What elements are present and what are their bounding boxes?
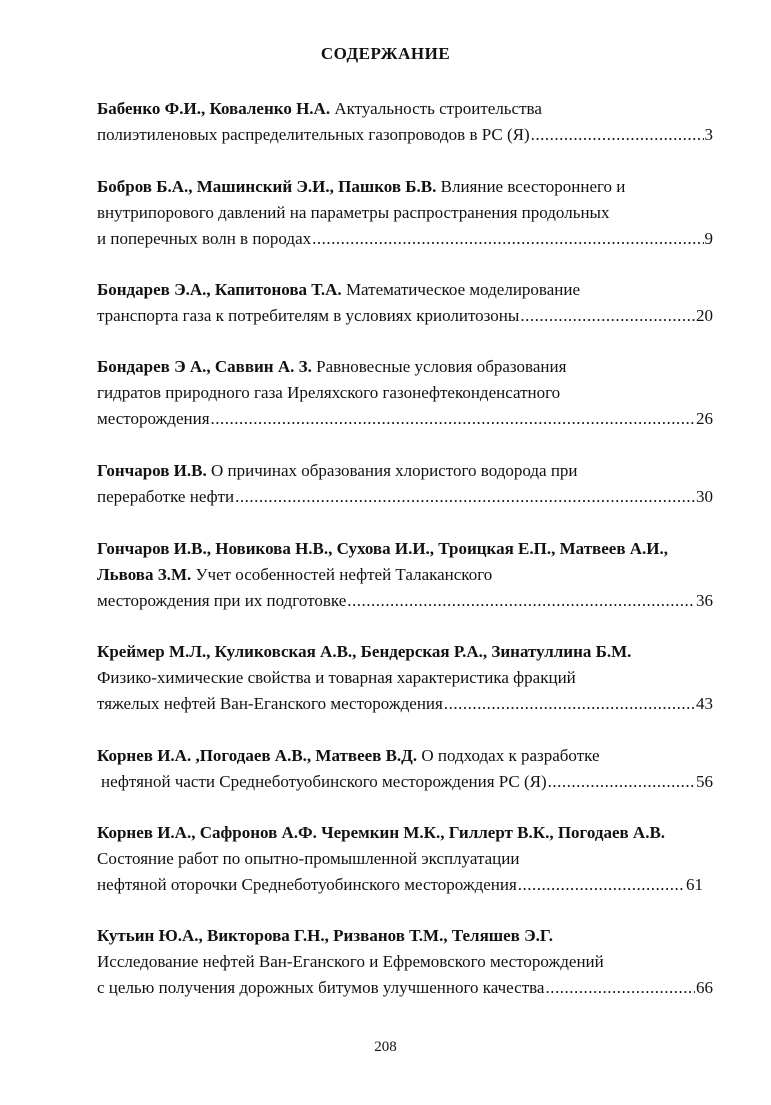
entry-last-line (97, 872, 713, 898)
entry-heading (97, 174, 713, 200)
entry-heading (97, 536, 713, 588)
toc-entry (97, 743, 713, 795)
entry-title-tail: и поперечных волн в породах (97, 229, 312, 248)
entry-title-line: Математическое моделирование (345, 280, 581, 299)
entry-authors: Бондарев Э А., Саввин А. З. (97, 357, 312, 376)
entry-last-line (97, 303, 713, 329)
entry-title-line: Влияние всестороннего и (440, 177, 626, 196)
entry-title-tail: переработке нефти (97, 487, 235, 506)
entry-page-number: 3 (704, 125, 713, 144)
entry-last-line (97, 484, 713, 510)
entry-title-tail: месторождения при их подготовке (97, 591, 347, 610)
entry-last-line (97, 588, 713, 614)
entry-last-line (97, 226, 713, 252)
entry-title-line: внутрипорового давлений на параметры распространения продольных (97, 203, 610, 222)
entry-title-tail: полиэтиленовых распределительных газопроводов в РС (Я) (97, 125, 530, 144)
entry-title-tail: транспорта газа к потребителям в условиях криолитозоны (97, 306, 520, 325)
entry-page-number: 43 (696, 694, 713, 713)
entry-page-number: 26 (696, 409, 713, 428)
leader-dots (211, 406, 695, 432)
entry-heading (97, 639, 713, 665)
toc-entry (97, 354, 713, 432)
entry-title-line: О причинах образования хлористого водорода при (210, 461, 578, 480)
entry-authors: Гончаров И.В., Новикова Н.В., Сухова И.И., Троицкая Е.П., Матвеев А.И., Львова З.М. (97, 539, 668, 584)
page-number: 208 (374, 1039, 397, 1055)
entry-page-number: 61 (686, 875, 703, 894)
entry-page-number: 9 (704, 229, 713, 248)
entry-last-line (97, 691, 713, 717)
toc-entry (97, 277, 713, 329)
leader-dots (235, 484, 695, 510)
entry-last-line (97, 769, 713, 795)
table-of-contents (97, 96, 713, 1025)
entry-heading (97, 743, 713, 769)
entry-title-line: Состояние работ по опытно-промышленной эксплуатации (97, 849, 520, 868)
leader-dots (548, 769, 695, 795)
entry-page-number: 66 (696, 978, 713, 997)
entry-authors: Корнев И.А. ,Погодаев А.В., Матвеев В.Д. (97, 746, 418, 765)
entry-title-tail: с целью получения дорожных битумов улучшенного качества (97, 978, 545, 997)
entry-title-tail: нефтяной части Среднеботуобинского месторождения РС (Я) (101, 772, 547, 791)
entry-heading (97, 820, 713, 872)
entry-title-line: Исследование нефтей Ван-Еганского и Ефремовского месторождений (97, 952, 604, 971)
entry-title-line: Учет особенностей нефтей Талаканского (195, 565, 493, 584)
toc-entry (97, 96, 713, 148)
entry-title-tail: тяжелых нефтей Ван-Еганского месторождения (97, 694, 443, 713)
entry-authors: Бобров Б.А., Машинский Э.И., Пашков Б.В. (97, 177, 437, 196)
entry-page-number: 20 (696, 306, 713, 325)
entry-authors: Бабенко Ф.И., Коваленко Н.А. (97, 99, 331, 118)
entry-page-number: 30 (696, 487, 713, 506)
entry-title-line: гидратов природного газа Иреляхского газонефтеконденсатного (97, 383, 561, 402)
toc-entry (97, 174, 713, 252)
entry-last-line (97, 406, 713, 432)
entry-page-number: 56 (696, 772, 713, 791)
entry-heading (97, 277, 713, 303)
entry-heading (97, 458, 713, 484)
leader-dots (520, 303, 695, 329)
toc-entry (97, 536, 713, 614)
entry-title-line: Равновесные условия образования (316, 357, 567, 376)
entry-last-line (97, 122, 713, 148)
toc-entry (97, 923, 713, 1001)
toc-entry (97, 820, 713, 898)
entry-title-line: О подходах к разработке (421, 746, 600, 765)
entry-page-number: 36 (696, 591, 713, 610)
entry-title-tail: нефтяной оторочки Среднеботуобинского месторождения (97, 875, 517, 894)
entry-authors: Бондарев Э.А., Капитонова Т.А. (97, 280, 342, 299)
entry-heading (97, 96, 713, 122)
leader-dots (531, 122, 704, 148)
entry-last-line (97, 975, 713, 1001)
entry-title-tail: месторождения (97, 409, 210, 428)
entry-authors: Корнев И.А., Сафронов А.Ф. Черемкин М.К., Гиллерт В.К., Погодаев А.В. (97, 823, 666, 842)
toc-entry (97, 458, 713, 510)
entry-heading (97, 923, 713, 949)
toc-entry (97, 639, 713, 717)
leader-dots (444, 691, 695, 717)
entry-authors: Кутьин Ю.А., Викторова Г.Н., Ризванов Т.М., Теляшев Э.Г. (97, 926, 554, 945)
leader-dots (347, 588, 695, 614)
entry-heading (97, 354, 713, 380)
entry-authors: Креймер М.Л., Куликовская А.В., Бендерская Р.А., Зинатуллина Б.М. (97, 642, 632, 661)
page-title: СОДЕРЖАНИЕ (320, 44, 451, 63)
entry-title-line: Физико-химические свойства и товарная характеристика фракций (97, 668, 576, 687)
entry-title-line: Актуальность строительства (334, 99, 542, 118)
entry-authors: Гончаров И.В. (97, 461, 207, 480)
leader-dots (518, 872, 685, 898)
leader-dots (312, 226, 703, 252)
leader-dots (545, 975, 695, 1001)
